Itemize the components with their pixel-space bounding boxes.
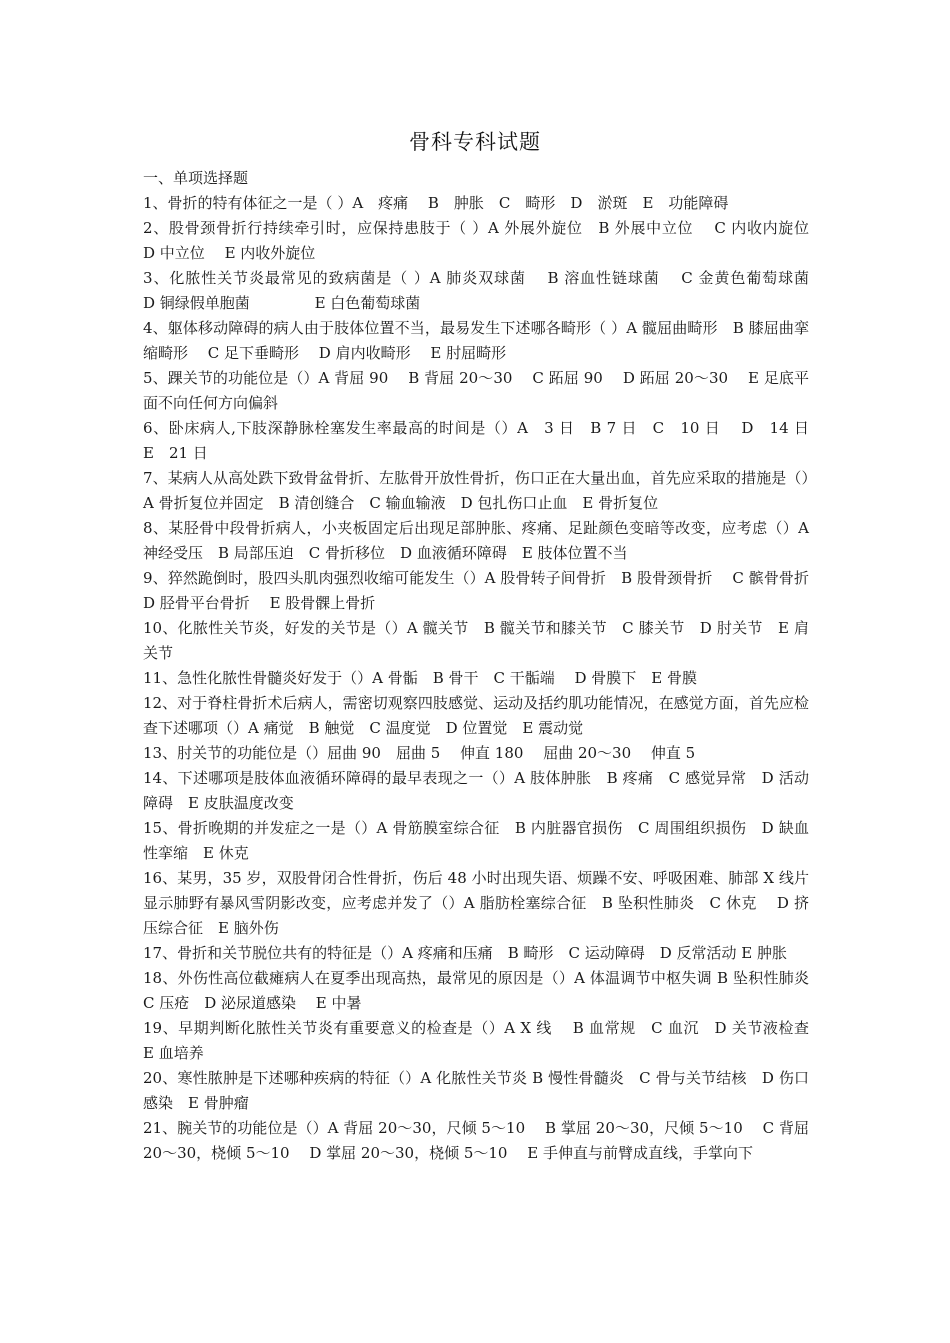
question-item: 7、某病人从高处跌下致骨盆骨折、左肱骨开放性骨折，伤口正在大量出血，首先应采取的措施是（）A 骨折复位并固定 B 清创缝合 C 输血输液 D 包扎伤口止血 E 骨折复位 <box>143 469 809 512</box>
question-item: 14、下述哪项是肢体血液循环障碍的最早表现之一（）A 肢体肿胀 B 疼痛 C 感觉异常 D 活动障碍 E 皮肤温度改变 <box>143 769 809 812</box>
section-heading: 一、单项选择题 <box>143 169 249 187</box>
question-item: 16、某男，35 岁，双股骨闭合性骨折，伤后 48 小时出现失语、烦躁不安、呼吸困难、肺部 X 线片显示肺野有暴风雪阴影改变，应考虑并发了（）A 脂肪栓塞综合征 B 坠积性肺炎 C 休克 D 挤压综合征 E 脑外伤 <box>143 869 809 937</box>
question-item: 13、肘关节的功能位是（）屈曲 90 屈曲 5 伸直 180 屈曲 20～30 伸直 5 <box>143 744 696 762</box>
question-item: 21、腕关节的功能位是（）A 背屈 20～30，尺倾 5～10 B 掌屈 20～30，尺倾 5～10 C 背屈 20～30，桡倾 5～10 D 掌屈 20～30，桡倾 5～10 E 手伸直与前臂成直线，手掌向下 <box>143 1119 809 1162</box>
page-title: 骨科专科试题 <box>409 130 541 154</box>
question-item: 18、外伤性高位截瘫病人在夏季出现高热，最常见的原因是（）A 体温调节中枢失调 B 坠积性肺炎 C 压疮 D 泌尿道感染 E 中暑 <box>143 969 825 1012</box>
question-item: 9、猝然跪倒时，股四头肌肉强烈收缩可能发生（）A 股骨转子间骨折 B 股骨颈骨折 C 髌骨骨折 D 胫骨平台骨折 E 股骨髁上骨折 <box>143 569 825 612</box>
question-item: 2、股骨颈骨折行持续牵引时，应保持患肢于（ ）A 外展外旋位 B 外展中立位 C 内收内旋位 D 中立位 E 内收外旋位 <box>143 219 829 262</box>
question-item: 3、化脓性关节炎最常见的致病菌是（ ）A 肺炎双球菌 B 溶血性链球菌 C 金黄色葡萄球菌 D 铜绿假单胞菌 E 白色葡萄球菌 <box>143 269 844 312</box>
question-item: 15、骨折晚期的并发症之一是（）A 骨筋膜室综合征 B 内脏器官损伤 C 周围组织损伤 D 缺血性挛缩 E 休克 <box>143 819 809 862</box>
question-list <box>143 166 844 1166</box>
question-item: 19、早期判断化脓性关节炎有重要意义的检查是（）A X 线 B 血常规 C 血沉 D 关节液检查 E 血培养 <box>143 1019 825 1062</box>
question-item: 8、某胫骨中段骨折病人，小夹板固定后出现足部肿胀、疼痛、足趾颜色变暗等改变，应考虑（）A 神经受压 B 局部压迫 C 骨折移位 D 血液循环障碍 E 肢体位置不当 <box>143 519 809 562</box>
question-item: 5、踝关节的功能位是（）A 背屈 90 B 背屈 20～30 C 跖屈 90 D 跖屈 20～30 E 足底平面不向任何方向偏斜 <box>143 369 809 412</box>
question-item: 17、骨折和关节脱位共有的特征是（）A 疼痛和压痛 B 畸形 C 运动障碍 D 反常活动 E 肿胀 <box>143 944 788 962</box>
question-item: 10、化脓性关节炎，好发的关节是（）A 髋关节 B 髋关节和膝关节 C 膝关节 D 肘关节 E 肩关节 <box>143 619 809 662</box>
question-item: 1、骨折的特有体征之一是（ ）A 疼痛 B 肿胀 C 畸形 D 淤斑 E 功能障碍 <box>143 194 729 212</box>
question-item: 4、躯体移动障碍的病人由于肢体位置不当，最易发生下述哪各畸形（ ）A 髋屈曲畸形 B 膝屈曲挛缩畸形 C 足下垂畸形 D 肩内收畸形 E 肘屈畸形 <box>143 319 809 362</box>
question-item: 12、对于脊柱骨折术后病人，需密切观察四肢感觉、运动及括约肌功能情况，在感觉方面，首先应检查下述哪项（）A 痛觉 B 触觉 C 温度觉 D 位置觉 E 震动觉 <box>143 694 809 737</box>
question-item: 20、寒性脓肿是下述哪种疾病的特征（）A 化脓性关节炎 B 慢性骨髓炎 C 骨与关节结核 D 伤口感染 E 骨肿瘤 <box>143 1069 809 1112</box>
question-item: 11、急性化脓性骨髓炎好发于（）A 骨骺 B 骨干 C 干骺端 D 骨膜下 E 骨膜 <box>143 669 698 687</box>
question-item: 6、卧床病人,下肢深静脉栓塞发生率最高的时间是（）A 3 日 B 7 日 C 10 日 D 14 日 E 21 日 <box>143 419 840 462</box>
